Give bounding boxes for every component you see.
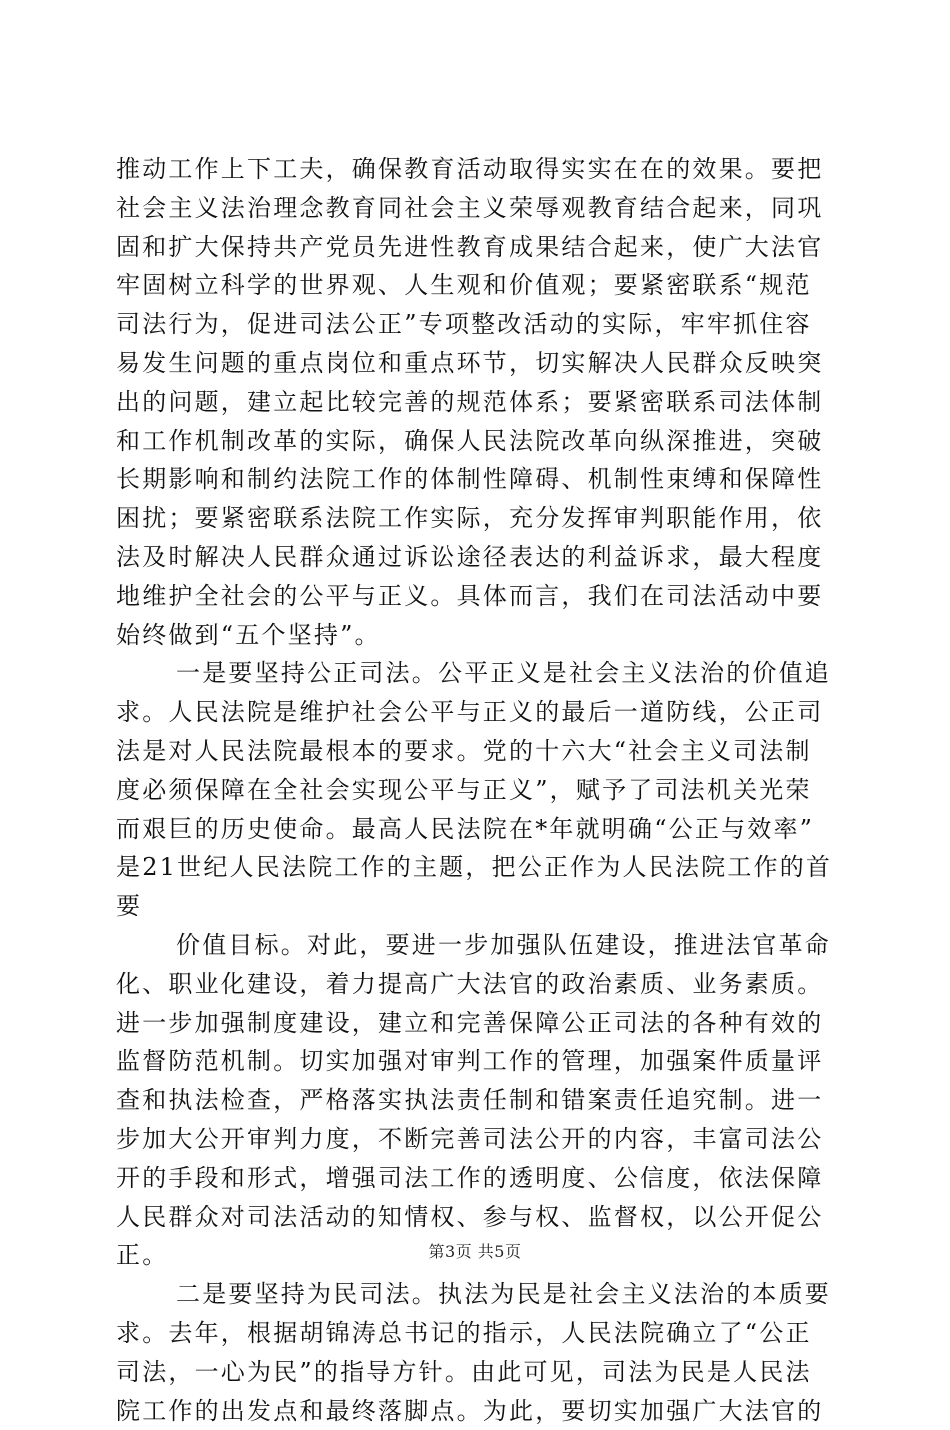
- text-line: 而艰巨的历史使命。最高人民法院在*年就明确“公正与效率”: [116, 810, 836, 849]
- paragraph-first-line: 一是要坚持公正司法。公平正义是社会主义法治的价值追: [116, 654, 836, 693]
- text-line: 进一步加强制度建设，建立和完善保障公正司法的各种有效的: [116, 1004, 836, 1043]
- text-line: 度必须保障在全社会实现公平与正义”，赋予了司法机关光荣: [116, 771, 836, 810]
- text-line: 地维护全社会的公平与正义。具体而言，我们在司法活动中要: [116, 577, 836, 616]
- text-line: 开的手段和形式，增强司法工作的透明度、公信度，依法保障: [116, 1159, 836, 1198]
- page-footer: 第3页 共5页: [0, 1239, 950, 1262]
- text-line: 长期影响和制约法院工作的体制性障碍、机制性束缚和保障性: [116, 460, 836, 499]
- text-line: 社会主义法治理念教育同社会主义荣辱观教育结合起来，同巩: [116, 189, 836, 228]
- text-line: 司法行为，促进司法公正”专项整改活动的实际，牢牢抓住容: [116, 305, 836, 344]
- text-line: 司法，一心为民”的指导方针。由此可见，司法为民是人民法: [116, 1353, 836, 1392]
- text-line: 监督防范机制。切实加强对审判工作的管理，加强案件质量评: [116, 1042, 836, 1081]
- paragraph-first-line: 价值目标。对此，要进一步加强队伍建设，推进法官革命: [116, 926, 836, 965]
- text-line: 推动工作上下工夫，确保教育活动取得实实在在的效果。要把: [116, 150, 836, 189]
- paragraph-first-line: 二是要坚持为民司法。执法为民是社会主义法治的本质要: [116, 1275, 836, 1314]
- text-line: 牢固树立科学的世界观、人生观和价值观；要紧密联系“规范: [116, 266, 836, 305]
- text-line: 院工作的出发点和最终落脚点。为此，要切实加强广大法官的: [116, 1392, 836, 1430]
- text-line: 困扰；要紧密联系法院工作实际，充分发挥审判职能作用，依: [116, 499, 836, 538]
- text-line: 法是对人民法院最根本的要求。党的十六大“社会主义司法制: [116, 732, 836, 771]
- text-line: 求。人民法院是维护社会公平与正义的最后一道防线，公正司: [116, 693, 836, 732]
- text-line: 查和执法检查，严格落实执法责任制和错案责任追究制。进一: [116, 1081, 836, 1120]
- document-body: [116, 150, 836, 1430]
- text-line: 人民群众对司法活动的知情权、参与权、监督权，以公开促公: [116, 1198, 836, 1237]
- text-line: 易发生问题的重点岗位和重点环节，切实解决人民群众反映突: [116, 344, 836, 383]
- text-line: 化、职业化建设，着力提高广大法官的政治素质、业务素质。: [116, 965, 836, 1004]
- text-line: 始终做到“五个坚持”。: [116, 616, 836, 655]
- text-line: 要: [116, 887, 836, 926]
- text-line: 求。去年，根据胡锦涛总书记的指示，人民法院确立了“公正: [116, 1314, 836, 1353]
- text-line: 和工作机制改革的实际，确保人民法院改革向纵深推进，突破: [116, 422, 836, 461]
- text-line: 是21世纪人民法院工作的主题，把公正作为人民法院工作的首: [116, 848, 836, 887]
- text-line: 正。: [116, 1236, 836, 1275]
- text-line: 法及时解决人民群众通过诉讼途径表达的利益诉求，最大程度: [116, 538, 836, 577]
- text-line: 步加大公开审判力度，不断完善司法公开的内容，丰富司法公: [116, 1120, 836, 1159]
- text-line: 固和扩大保持共产党员先进性教育成果结合起来，使广大法官: [116, 228, 836, 267]
- text-line: 出的问题，建立起比较完善的规范体系；要紧密联系司法体制: [116, 383, 836, 422]
